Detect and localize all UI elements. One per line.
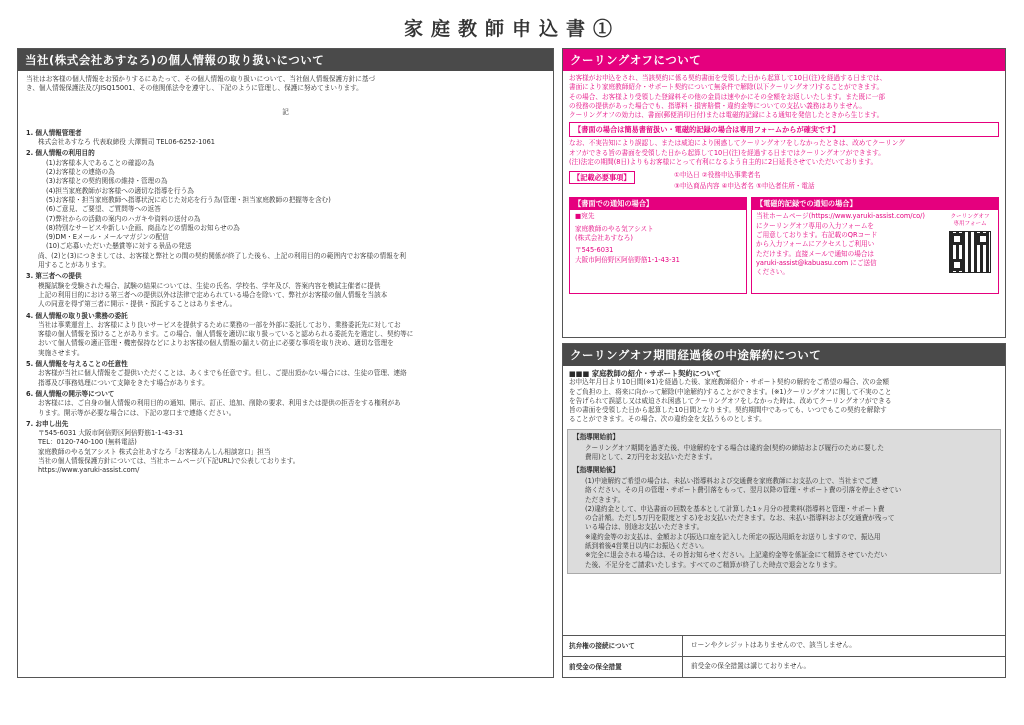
purpose-item: (2)お客様との連絡の為 <box>46 168 115 177</box>
cooling-line: (注)法定の期間(8日)よりもお客様にとって有利になるよう自主的に2日延長させていただいております。 <box>569 158 878 167</box>
section-line: 用することがあります。 <box>38 261 111 270</box>
purpose-item: (4)担当家庭教師がお客様への適切な指導を行う為 <box>46 186 194 195</box>
penalty-line: (1)中途解約ご希望の場合は、未払い指導料および交通費を家庭教師にお支払の上で、当社までご連 <box>585 476 878 485</box>
cooling-line: お客様がお申込をされ、当該契約に係る契約書面を受領した日から起算して10日(注)を経過する日までは、 <box>569 74 887 82</box>
written-notice-header: 【書面での通知の場合】 <box>570 198 746 210</box>
penalty-line: ただきます。 <box>585 495 625 504</box>
penalty-line: 絡ください。その月の管理・サポート費引落をもって、翌月以降の管理・サポート費の引落を停止させてい <box>585 486 902 495</box>
midterm-section <box>562 343 1006 678</box>
table-row <box>563 656 1005 677</box>
ki-label: 記 <box>282 107 289 116</box>
email-link[interactable]: yaruki-assist@kabuasu.com にご送信 <box>756 258 877 267</box>
section-line: 模擬試験を受験された場合、試験の結果については、生徒の氏名、学校名、学年及び、答案内容を模試主催者に提供 <box>38 281 381 290</box>
cooling-line: なお、不実告知により誤認し、または威迫により困惑してクーリングオフをしなかったときは、改めてクーリング <box>569 139 905 148</box>
section-line: 指導及び事務処理について支障をきたす場合があります。 <box>38 378 209 387</box>
cooling-line: の役務の提供があった場合でも、指導料・損害賠償・違約金等についての支払い義務はありません。 <box>569 101 866 110</box>
privacy-header: 当社(株式会社あすなろ)の個人情報の取り扱いについて <box>18 49 553 71</box>
section-title: 7. お申し出先 <box>26 419 69 428</box>
table-row <box>563 635 1005 656</box>
row-value: 前受金の保全措置は講じておりません。 <box>691 662 811 671</box>
penalty-line: クーリングオフ期間を過ぎた後、中途解約をする場合は違約金(契約の締結および履行のために要した <box>585 444 884 453</box>
cooling-line: その場合、お客様より受領した登録料その他の金員は速やかにその全額をお返しいたします。また既に一部 <box>569 92 885 101</box>
address-line: 〒545-6031 <box>575 246 614 255</box>
cooling-off-section <box>562 48 1006 338</box>
elec-line: ください。 <box>756 268 789 277</box>
penalty-line: ※完全に退会される場合は、その旨お知らせください。上記違約金等を係証金にて精算させていただい <box>585 551 888 560</box>
section-line: ります。開示等が必要な場合には、下記の窓口まで連絡ください。 <box>38 408 236 417</box>
row-label: 抗弁権の接続について <box>563 636 683 657</box>
intro-line: 当社はお客様の個人情報をお預かりするにあたって、その個人情報の取り扱いについて、当社個人情報保護方針に基づ <box>26 75 376 83</box>
electronic-notice-box <box>751 197 999 294</box>
midterm-header: クーリングオフ期間経過後の中途解約について <box>563 344 1005 366</box>
intro-line: き、個人情報保護法及びJISQ15001、その他関係法令を遵守し、下記のように管理し、保護に努めてまいります。 <box>26 84 363 93</box>
address-line: ■宛先 <box>575 212 595 221</box>
cooling-line: オフができる旨の書面を受領した日から起算して10日(注)を経過する日まではクーリングオフができます。 <box>569 148 885 157</box>
cooling-line: クーリングオフの効力は、書面(郵便消印日付)または電磁的記録による通知を発信したときから生じます。 <box>569 111 884 120</box>
section-line: 人の同意を得ず第三者に開示・提供・預託することはありません。 <box>38 300 237 309</box>
penalty-line: いる場合は、別途お支払いただきます。 <box>585 523 704 532</box>
penalty-line: ※違約金等のお支払は、金額および振込口座を記入した所定の振込用紙をお送りしますので、振込用 <box>585 532 881 541</box>
elec-line: ただけます。直接メールで通知の場合は <box>756 249 875 258</box>
section-line: 尚、(2)と(3)につきましては、お客様と弊社との間の契約関係が終了した後も、上記の利用目的の範囲内でお客様の情報を利 <box>38 251 407 260</box>
midterm-line: お申込年月日より10日間(※1)を経過した後、家庭教師紹介・サポート契約の解約をご希望の場合、次の金額 <box>569 378 889 387</box>
required-items: ①申込日 ②役務申込事業者名 <box>674 171 761 180</box>
electronic-notice-header: 【電磁的記録での通知の場合】 <box>752 198 998 210</box>
purpose-item: (10)ご応募いただいた懸賞等に対する景品の発送 <box>46 242 192 251</box>
penalty-line: 費用)として、2万円をお支払いただきます。 <box>585 453 717 462</box>
midterm-line: ることができます。その場合、次の違約金を支払うものとします。 <box>569 415 766 424</box>
cooling-off-header: クーリングオフについて <box>563 49 1005 71</box>
row-value: ローンやクレジットはありませんので、該当しません。 <box>691 641 856 650</box>
qr-label: クーリングオフ <box>950 214 990 221</box>
privacy-section <box>17 48 554 678</box>
row-label: 前受金の保全措置 <box>563 657 683 678</box>
penalty-line: (2)違約金として、申込書面の回数を基本として計算した1ヶ月分の授業料(指導料と管理・サポート費 <box>585 504 885 513</box>
midterm-line: 旨の書面を受領した日から起算した10日間となります。契約期間中であっても、いつでもこの契約を解除す <box>569 406 887 415</box>
section-line: お客様が当社に個人情報をご提供いただくことは、あくまでも任意です。但し、ご提出頂かない場合には、生徒の管理、連絡 <box>38 369 407 378</box>
required-label: 【記載必要事項】 <box>569 171 635 184</box>
section-line: 客様の個人情報を預けることがあります。この場合、個人情報を適切に取り扱っていると認められる委託先を選定し、契約等に <box>38 330 414 339</box>
address-line: 大阪市阿倍野区阿倍野筋1-1-43-31 <box>575 255 680 264</box>
midterm-line: を告げられて誤認し又は威迫され困惑してクーリングオフをしなかった時は、改めてクーリングオフができる <box>569 396 892 405</box>
section-line: 上記の利用目的における第三者への提供以外は法律で定められている場合を除いて、弊社がお客様の個人情報を当該本 <box>38 290 388 299</box>
page-title: 家庭教師申込書① <box>403 18 620 40</box>
contact-line: 〒545-6031 大阪市阿倍野区阿倍野筋1-1-43-31 <box>38 429 184 438</box>
contact-line: 当社の個人情報保護方針については、当社ホームページ(下記URL)で公表しております。 <box>38 456 300 465</box>
section-title: 5. 個人情報を与えることの任意性 <box>26 360 128 369</box>
penalty-line: 紙到着後4営業日以内にお振込ください。 <box>585 542 708 551</box>
section-title: 2. 個人情報の利用目的 <box>26 149 95 158</box>
elec-line: ご用意しております。右記載のQRコード <box>756 230 878 239</box>
qr-label: 専用フォーム <box>953 221 987 228</box>
info-table <box>563 635 1005 677</box>
midterm-subheader: ■■■ 家庭教師の紹介・サポート契約について <box>569 369 722 378</box>
contact-line: TEL：0120-740-100 (無料電話) <box>38 438 137 447</box>
elec-line: 当社ホームページ(https://www.yaruki-assist.com/co/) <box>756 212 925 221</box>
section-title: 1. 個人情報管理者 <box>26 128 82 137</box>
penalty-title: 【指導開始後】 <box>573 465 620 474</box>
contact-line: 家庭教師のやる気アシスト 株式会社あすなろ「お客様あんしん相談窓口」担当 <box>38 447 271 456</box>
purpose-item: (8)特別なサービスや新しい企画、商品などの情報のお知らせの為 <box>46 223 240 232</box>
website-link[interactable]: https://www.yaruki-assist.com/ <box>38 466 140 475</box>
purpose-item: (5)お客様・担当家庭教師へ指導状況に応じた対応を行う為(管理・担当家庭教師の把握等を含む) <box>46 195 331 204</box>
penalty-line: の合計額。ただし5万円を限度とする)をお支払いただきます。なお、未払い指導料および交通費が残って <box>585 514 895 523</box>
section-title: 6. 個人情報の開示等について <box>26 389 115 398</box>
penalty-title: 【指導開始前】 <box>573 432 620 441</box>
purpose-item: (7)弊社からの活動の案内のハガキや資料の送付の為 <box>46 214 201 223</box>
purpose-item: (9)DM・Eメール・メールマガジンの配信 <box>46 233 169 242</box>
address-line: (株式会社あすなろ) <box>575 233 633 242</box>
penalty-box <box>567 429 1001 574</box>
purpose-item: (3)お客様との契約関係の維持・管理の為 <box>46 177 168 186</box>
qr-block <box>946 214 994 273</box>
section-line: 株式会社あすなろ 代表取締役 大澤賢司 TEL06-6252-1061 <box>38 138 215 147</box>
elec-line: から入力フォームにアクセスしご利用い <box>756 240 875 249</box>
penalty-line: た後、不足分をご請求いたします。すべてのご精算が終了した時点で退会となります。 <box>585 560 841 569</box>
section-line: 実施させます。 <box>38 348 84 357</box>
purpose-item: (6)ご意見、ご要望、ご質問等への返答 <box>46 205 161 214</box>
section-title: 4. 個人情報の取り扱い業務の委託 <box>26 311 128 320</box>
qr-code-icon[interactable] <box>949 231 991 273</box>
section-line: 当社は事業運営上、お客様により良いサービスを提供するために業務の一部を外部に委託しており、業務委託先に対してお <box>38 320 401 329</box>
elec-line: にクーリングオフ専用の入力フォームを <box>756 221 875 230</box>
cooling-line: 書面により家庭教師紹介・サポート契約について無条件で解除(以下クーリングオフ)することができます。 <box>569 83 884 92</box>
address-line: 家庭教師のやる気アシスト <box>575 224 654 233</box>
notice-box: 【書面の場合は簡易書留扱い・電磁的記録の場合は専用フォームからが確実です】 <box>569 122 999 137</box>
purpose-item: (1)お客様本人であることの確認の為 <box>46 158 155 167</box>
section-title: 3. 第三者への提供 <box>26 272 82 281</box>
written-notice-box <box>569 197 747 294</box>
section-line: おいて個人情報の適正管理・機密保持などによりお客様の個人情報の漏えい防止に必要な事項を取り決め、適切な管理を <box>38 339 394 348</box>
required-items: ③申込商品内容 ④申込者名 ⑤申込者住所・電話 <box>674 182 815 191</box>
section-line: お客様には、ご自身の個人情報の利用目的の通知、開示、訂正、追加、削除の要求、利用または提供の拒否をする権利があ <box>38 399 401 408</box>
midterm-line: をご負担の上、将来に向かって解除(中途解約)することができます。(※1)クーリングオフに関して不実のこと <box>569 387 892 396</box>
